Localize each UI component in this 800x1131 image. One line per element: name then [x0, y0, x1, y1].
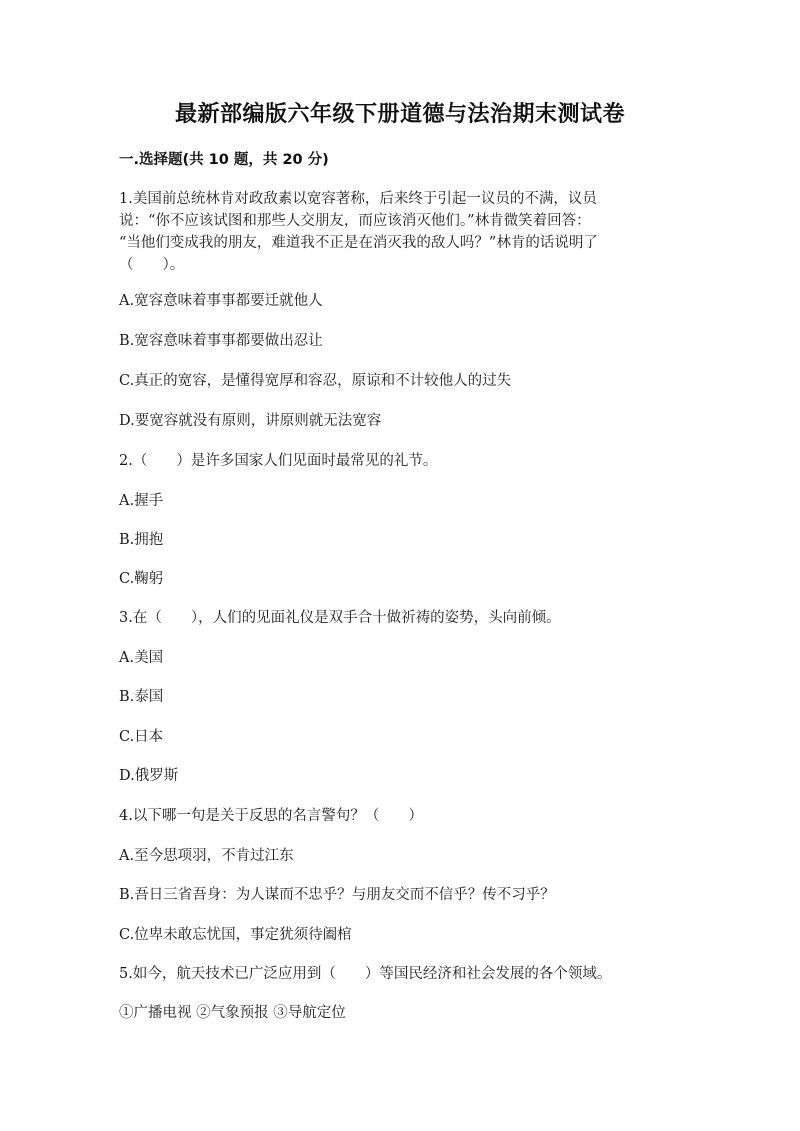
question-1-option-b: B.宽容意味着事事都要做出忍让 [119, 333, 323, 349]
question-1-option-c: C.真正的宽容，是懂得宽厚和容忍，原谅和不计较他人的过失 [119, 373, 512, 389]
question-5-options: ①广播电视 ②气象预报 ③导航定位 [119, 1005, 346, 1021]
question-2-stem: 2.（ ）是许多国家人们见面时最常见的礼节。 [119, 453, 438, 469]
question-3-option-a: A.美国 [119, 650, 164, 666]
question-3-option-d: D.俄罗斯 [119, 768, 179, 784]
question-4-option-c: C.位卑未敢忘忧国，事定犹须待阖棺 [119, 927, 352, 943]
question-4-option-b: B.吾日三省吾身：为人谋而不忠乎？与朋友交而不信乎？传不习乎？ [119, 887, 555, 903]
question-1-stem-line-1: 1.美国前总统林肯对政敌素以宽容著称，后来终于引起一议员的不满，议员 [119, 191, 597, 207]
question-1-option-d: D.要宽容就没有原则，讲原则就无法宽容 [119, 413, 382, 429]
question-1-stem-line-3: “当他们变成我的朋友，难道我不正是在消灭我的敌人吗？”林肯的话说明了 [119, 235, 598, 251]
question-1-option-a: A.宽容意味着事事都要迁就他人 [119, 293, 323, 309]
question-3-option-c: C.日本 [119, 729, 164, 745]
section-heading: 一.选择题(共 10 题，共 20 分) [119, 152, 329, 168]
question-2-option-c: C.鞠躬 [119, 571, 164, 587]
question-2-option-a: A.握手 [119, 493, 164, 509]
question-4-stem: 4.以下哪一句是关于反思的名言警句？（ ） [119, 808, 423, 824]
question-1-stem-line-2: 说：“你不应该试图和那些人交朋友，而应该消灭他们。”林肯微笑着回答： [119, 213, 591, 229]
question-3-option-b: B.泰国 [119, 689, 164, 705]
question-4-option-a: A.至今思项羽，不肯过江东 [119, 848, 294, 864]
page-title: 最新部编版六年级下册道德与法治期末测试卷 [174, 102, 625, 127]
question-1-stem-line-4: （ ）。 [119, 257, 185, 273]
question-5-stem: 5.如今，航天技术已广泛应用到（ ）等国民经济和社会发展的各个领域。 [119, 966, 612, 982]
question-3-stem: 3.在（ ），人们的见面礼仪是双手合十做祈祷的姿势，头向前倾。 [119, 610, 561, 626]
question-2-option-b: B.拥抱 [119, 532, 164, 548]
